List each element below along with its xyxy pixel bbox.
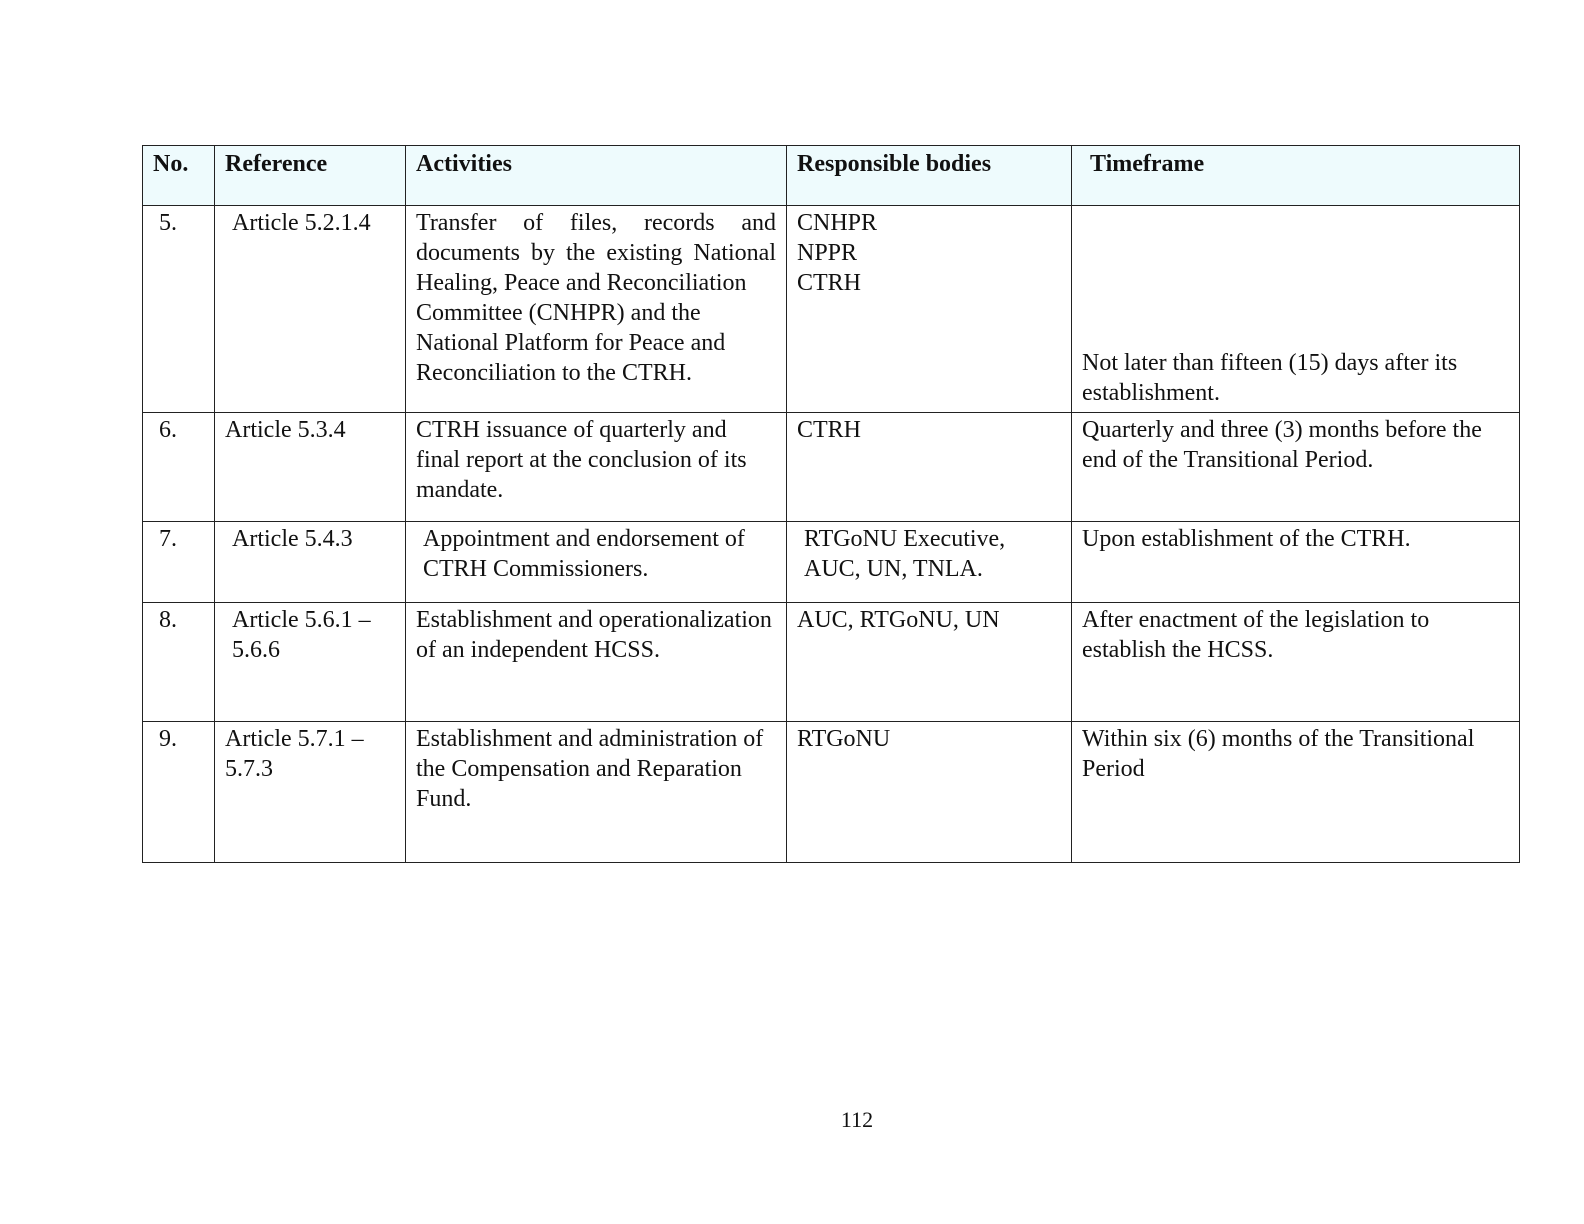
activities-line: Reconciliation to the CTRH. (416, 360, 692, 386)
row-number: 7. (143, 522, 215, 603)
activities-line: National Platform for Peace and (416, 330, 726, 356)
table-header-row (143, 146, 1520, 206)
implementation-matrix-table (142, 145, 1520, 863)
row-activities: Establishment and administration of the Compensation and Reparation Fund. (406, 722, 787, 863)
row-reference: Article 5.3.4 (215, 413, 406, 522)
activities-line: Transfer of files, records and documents by the existing National Healing, Peace and Reconciliation (416, 210, 776, 296)
table-row (143, 522, 1520, 603)
responsible-line: CNHPR (797, 210, 878, 236)
row-responsible-bodies: AUC, RTGoNU, UN (787, 603, 1072, 722)
responsible-line: NPPR (797, 240, 858, 266)
row-responsible-bodies: RTGoNU (787, 722, 1072, 863)
row-activities: Establishment and operationalization of an independent HCSS. (406, 603, 787, 722)
row-timeframe: After enactment of the legislation to establish the HCSS. (1072, 603, 1520, 722)
row-activities: CTRH issuance of quarterly and final report at the conclusion of its mandate. (406, 413, 787, 522)
row-responsible-bodies: CTRH (787, 413, 1072, 522)
row-number: 6. (143, 413, 215, 522)
responsible-line: CTRH (797, 270, 862, 296)
row-number: 9. (143, 722, 215, 863)
header-timeframe: Timeframe (1072, 146, 1520, 206)
header-responsible-bodies: Responsible bodies (787, 146, 1072, 206)
page-number: 112 (840, 1107, 874, 1132)
row-timeframe: Upon establishment of the CTRH. (1072, 522, 1520, 603)
activities-line: Committee (CNHPR) and the (416, 300, 701, 326)
row-reference: Article 5.6.1 – 5.6.6 (215, 603, 406, 722)
table-row (143, 413, 1520, 522)
row-activities: Appointment and endorsement of CTRH Commissioners. (406, 522, 787, 603)
row-timeframe: Within six (6) months of the Transitional Period (1072, 722, 1520, 863)
row-activities (406, 206, 787, 413)
row-number: 8. (143, 603, 215, 722)
row-reference: Article 5.2.1.4 (215, 206, 406, 413)
header-activities: Activities (406, 146, 787, 206)
row-responsible-bodies: RTGoNU Executive, AUC, UN, TNLA. (787, 522, 1072, 603)
header-reference: Reference (215, 146, 406, 206)
header-no: No. (143, 146, 215, 206)
row-responsible-bodies (787, 206, 1072, 413)
table-row (143, 722, 1520, 863)
row-timeframe: Quarterly and three (3) months before the end of the Transitional Period. (1072, 413, 1520, 522)
row-reference: Article 5.7.1 – 5.7.3 (215, 722, 406, 863)
table-row (143, 206, 1520, 413)
row-timeframe: Not later than fifteen (15) days after its establishment. (1072, 206, 1520, 413)
row-reference: Article 5.4.3 (215, 522, 406, 603)
table-row (143, 603, 1520, 722)
row-number: 5. (143, 206, 215, 413)
